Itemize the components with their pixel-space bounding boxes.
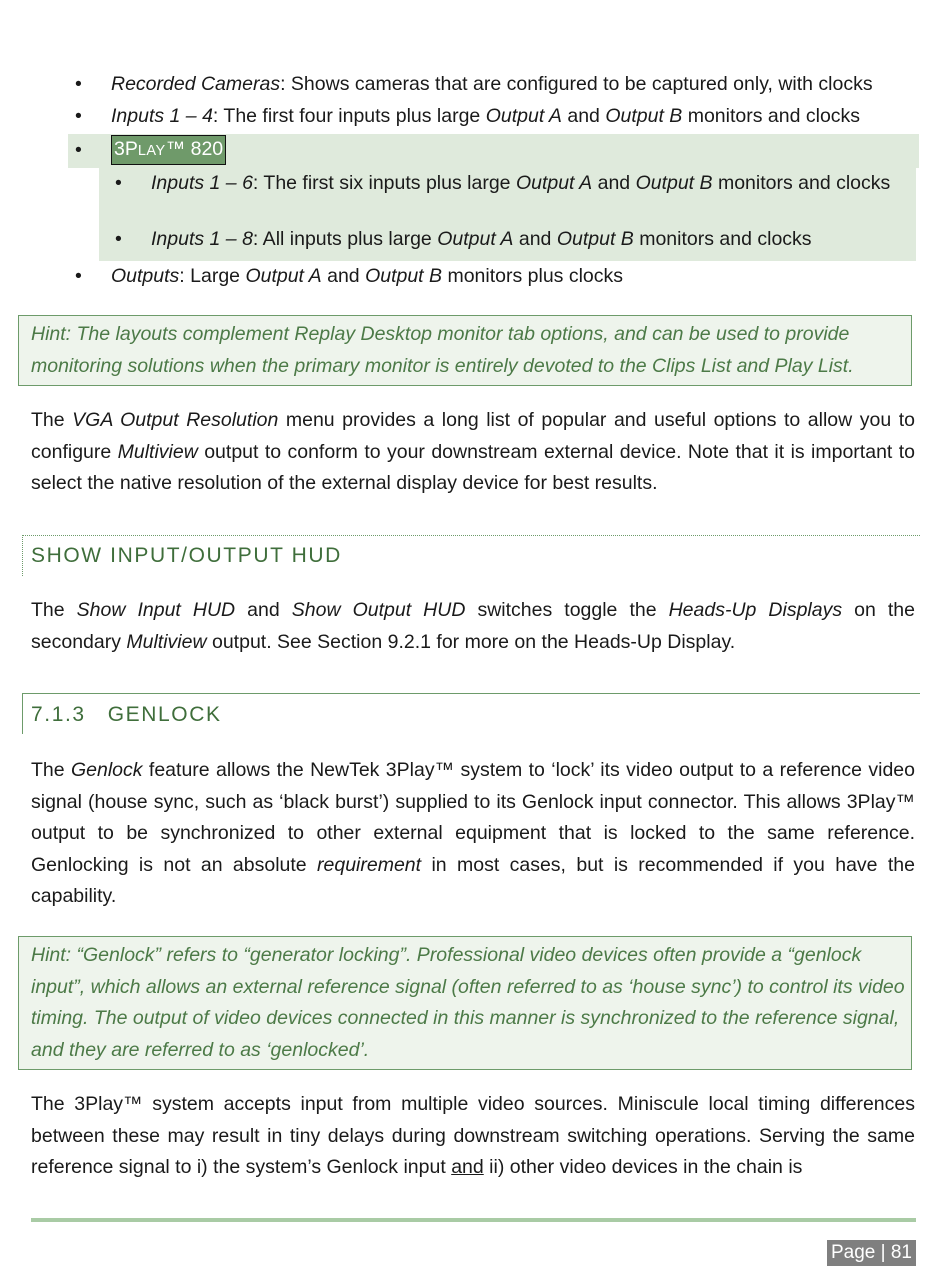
- bullet-text: monitors and clocks: [682, 105, 861, 127]
- bullet-term: Inputs 1 – 4: [111, 105, 213, 127]
- bullet-text: and: [513, 228, 557, 250]
- text: output to conform to your downstream external device. Note that it is important to select the native resolution of the external display device for best results.: [31, 440, 915, 494]
- bullet-text: monitors and clocks: [712, 172, 891, 194]
- text: The 3Play™ system accepts input from multiple video sources. Miniscule local timing differences between these may result in tiny delays during downstream switching operations. Serving the same reference signal to i) the system’s Genlock input: [31, 1093, 915, 1178]
- text: feature allows the NewTek 3Play™ system to ‘lock’ its video output to a reference video signal (house sync, such as ‘black burst’) supplied to its Genlock input connector. This allows 3Play™ output to be synchronized to other external equipment that is locked to the same reference. Genlocking is not an absolute: [31, 759, 915, 876]
- text: switches toggle the: [465, 599, 669, 621]
- bullet-text: monitors plus clocks: [442, 265, 624, 287]
- bullet-text: and: [592, 172, 636, 194]
- bullet-text: and: [561, 105, 606, 127]
- heading-genlock: [31, 701, 222, 729]
- bullet-dot: •: [75, 265, 82, 287]
- hint-box-layouts: Hint: The layouts complement Replay Desktop monitor tab options, and can be used to provide monitoring solutions when the primary monitor is entirely devoted to the Clips List and Play List.: [18, 315, 912, 386]
- bullet-text: : The first six inputs plus large: [252, 172, 516, 194]
- paragraph-genlock: [31, 755, 915, 913]
- text: The: [31, 599, 77, 621]
- hint-box-genlock: Hint: “Genlock” refers to “generator locking”. Professional video devices often provide a “genlock input”, which allows an external reference signal (often referred to as ‘house sync’) to control its video timing. The output of video devices connected in this manner is synchronized to the reference signal, and they are referred to as ‘genlocked’.: [18, 936, 912, 1070]
- term-multiview: Multiview: [117, 440, 198, 463]
- output-a-term: Output A: [437, 228, 514, 250]
- underlined-and: and: [451, 1156, 484, 1178]
- output-b-term: Output B: [635, 172, 713, 194]
- output-b-term: Output B: [365, 265, 443, 287]
- text: The: [31, 759, 71, 781]
- bullet-inputs-1-6: [115, 170, 903, 197]
- output-a-term: Output A: [245, 265, 322, 287]
- bullet-outputs: [75, 263, 911, 289]
- bullet-text: monitors and clocks: [633, 228, 812, 250]
- term-show-input-hud: Show Input HUD: [76, 599, 236, 621]
- bullet-dot: •: [75, 105, 82, 127]
- term-multiview: Multiview: [126, 630, 207, 653]
- bullet-term: Inputs 1 – 8: [151, 228, 253, 250]
- bullet-term: Recorded Cameras: [111, 73, 281, 95]
- text: on the secondary: [31, 599, 915, 653]
- bullet-term: Inputs 1 – 6: [151, 172, 253, 194]
- model-suffix: ™ 820: [165, 138, 224, 160]
- text: output. See Section 9.2.1 for more on the Heads-Up Display.: [206, 630, 736, 653]
- term-requirement: requirement: [317, 853, 422, 876]
- bullet-inputs-1-8: [115, 226, 903, 252]
- bullet-recorded-cameras: [75, 71, 911, 97]
- model-prefix: 3P: [114, 138, 138, 160]
- bullet-dot: •: [115, 228, 122, 250]
- text: ii) other video devices in the chain is: [483, 1156, 803, 1178]
- section-number: 7.1.3: [31, 703, 86, 726]
- text: and: [235, 599, 292, 621]
- bullet-text: : Shows cameras that are configured to be captured only, with clocks: [280, 73, 873, 95]
- term-vga-output-resolution: VGA Output Resolution: [72, 409, 279, 431]
- paragraph-timing: [31, 1089, 915, 1184]
- bullet-text: and: [321, 265, 366, 287]
- footer-rule: [31, 1218, 916, 1222]
- model-name-box: [111, 135, 226, 165]
- section-title: GENLOCK: [107, 703, 222, 726]
- bullet-text: : All inputs plus large: [252, 228, 438, 250]
- term-genlock: Genlock: [70, 759, 143, 781]
- bullet-dot: •: [75, 139, 82, 161]
- bullet-text: : The first four inputs plus large: [212, 105, 486, 127]
- text: The: [31, 409, 73, 431]
- paragraph-vga-output: [31, 405, 915, 500]
- page-number: Page | 81: [827, 1240, 916, 1266]
- model-smallcaps: LAY: [137, 143, 166, 159]
- term-show-output-hud: Show Output HUD: [291, 599, 466, 621]
- output-a-term: Output A: [485, 105, 562, 127]
- heading-show-input-output-hud: SHOW INPUT/OUTPUT HUD: [31, 544, 342, 567]
- bullet-dot: •: [75, 73, 82, 95]
- bullet-dot: •: [115, 172, 122, 194]
- output-b-term: Output B: [605, 105, 683, 127]
- bullet-term: Outputs: [111, 265, 180, 287]
- bullet-text: : Large: [179, 265, 246, 287]
- text: menu provides a long list of popular and useful options to allow you to configure: [31, 409, 915, 463]
- output-b-term: Output B: [556, 228, 634, 250]
- term-heads-up-displays: Heads-Up Displays: [668, 599, 843, 621]
- output-a-term: Output A: [515, 172, 593, 194]
- paragraph-hud: [31, 595, 915, 658]
- bullet-inputs-1-4: [75, 103, 911, 129]
- text: in most cases, but is recommended if you have the capability.: [31, 853, 915, 907]
